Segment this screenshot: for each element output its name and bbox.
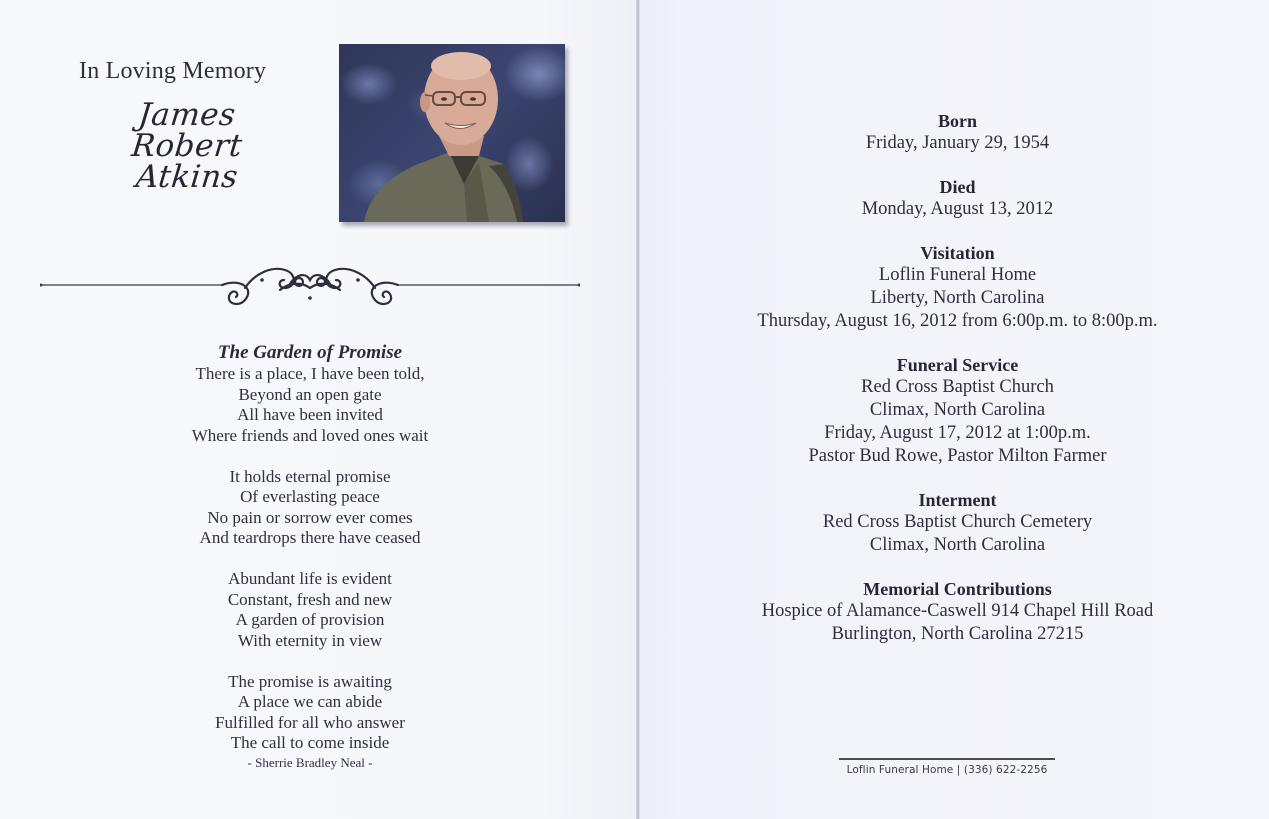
poem-stanza-1 [160,364,460,446]
poem-line: Beyond an open gate [238,384,382,404]
section-line: Burlington, North Carolina 27215 [831,624,1084,644]
section-died [646,176,1269,221]
section-heading: Born [937,111,977,131]
section-interment [646,489,1269,557]
poem-line: It holds eternal promise [229,466,391,486]
poem-line: All have been invited [237,405,383,424]
flourish-divider-icon [40,258,580,310]
funeral-home-contact: Loflin Funeral Home | (336) 622-2256 [846,763,1048,776]
section-line: Red Cross Baptist Church [861,377,1054,397]
section-memorial-contributions [646,578,1269,646]
poem [160,342,460,772]
section-line: Friday, August 17, 2012 at 1:00p.m. [824,423,1091,443]
service-details [640,110,1269,667]
section-funeral-service [646,354,1269,468]
poem-line: Where friends and loved ones wait [191,425,429,445]
section-line: Red Cross Baptist Church Cemetery [822,512,1093,532]
portrait-figure-icon [339,44,565,222]
poem-line: Of everlasting peace [240,487,380,506]
section-heading: Interment [918,490,997,510]
poem-line: Constant, fresh and new [227,589,393,609]
poem-line: Abundant life is evident [228,569,392,588]
poem-author: - Sherrie Bradley Neal - [247,754,373,770]
poem-line: The promise is awaiting [228,671,392,691]
section-line: Friday, January 29, 1954 [865,133,1050,153]
poem-stanza-4 [160,672,460,754]
section-line: Loflin Funeral Home [878,265,1037,285]
name-middle: Robert [129,128,245,164]
section-line: Thursday, August 16, 2012 from 6:00p.m. to 8:00p.m. [757,311,1158,331]
footer-divider [839,758,1055,760]
section-line: Pastor Bud Rowe, Pastor Milton Farmer [808,446,1107,466]
section-heading: Memorial Contributions [863,579,1052,599]
poem-title: The Garden of Promise [217,342,403,363]
poem-line: Fulfilled for all who answer [215,712,405,732]
section-heading: Funeral Service [896,355,1019,375]
section-line: Climax, North Carolina [869,400,1046,420]
section-line: Monday, August 13, 2012 [861,199,1054,219]
right-page [640,0,1269,819]
poem-line: And teardrops there have ceased [199,528,421,547]
section-born [646,110,1269,155]
poem-stanza-2 [160,467,460,549]
section-visitation [646,242,1269,333]
poem-line: The call to come inside [230,733,390,752]
section-heading: Visitation [920,243,995,263]
section-line: Hospice of Alamance-Caswell 914 Chapel Hill Road [761,601,1154,621]
poem-line: With eternity in view [237,630,383,650]
funeral-home-footer [839,758,1055,776]
name-last: Atkins [134,159,240,195]
poem-line: No pain or sorrow ever comes [207,507,413,527]
portrait-photo [339,44,565,222]
section-heading: Died [939,177,976,197]
section-line: Liberty, North Carolina [870,288,1045,308]
in-loving-memory-heading: In Loving Memory [79,58,267,84]
section-line: Climax, North Carolina [869,535,1046,555]
name-first: James [136,97,238,133]
deceased-name [112,97,262,195]
poem-stanza-3 [160,569,460,651]
poem-line: A garden of provision [235,610,385,629]
poem-line: A place we can abide [237,692,383,711]
poem-line: There is a place, I have been told, [195,364,425,383]
